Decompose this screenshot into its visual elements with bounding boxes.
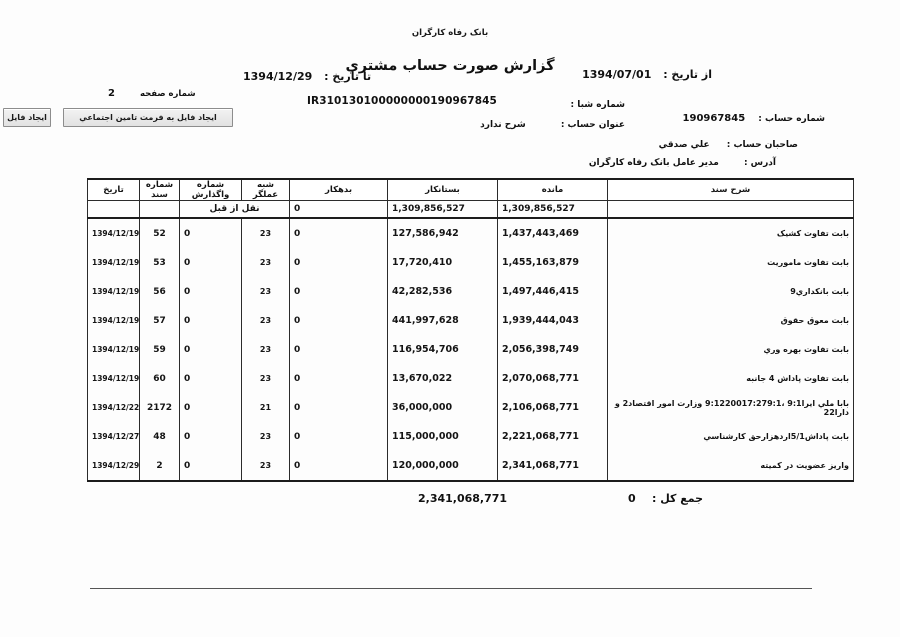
row-operator: 21 — [242, 393, 290, 422]
column-header-description: شرح سند — [608, 179, 854, 201]
to-date-value: 1394/12/29 — [243, 70, 313, 83]
page-number-value: 2 — [108, 88, 115, 99]
create-file-button[interactable]: ايجاد فايل — [3, 108, 51, 127]
column-header-debit: بدهکار — [290, 179, 388, 201]
address-value: مدير عامل بانک رفاه کارگران — [588, 158, 719, 168]
row-debit: 0 — [290, 364, 388, 393]
row-description: بابت معوق حقوق — [608, 306, 854, 335]
iban-value: IR310130100000000190967845 — [307, 95, 497, 107]
account-number-label: شماره حساب : — [758, 114, 825, 124]
total-label: جمع کل : — [652, 492, 704, 505]
row-branch: 0 — [180, 393, 242, 422]
row-debit: 0 — [290, 277, 388, 306]
page-number-field — [108, 88, 196, 99]
row-credit: 115,000,000 — [388, 422, 498, 451]
row-description: بابا ملي ايرا9:1 ،9:1220017:279:1 وزارت امور اقتصاد2 و دارا22 — [608, 393, 854, 422]
row-description: بابت تفاوت کشيک — [608, 218, 854, 248]
row-doc-number: 56 — [140, 277, 180, 306]
carry-description — [608, 201, 854, 219]
row-date: 1394/12/22 — [88, 393, 140, 422]
row-balance: 2,056,398,749 — [498, 335, 608, 364]
carry-debit: 0 — [290, 201, 388, 219]
row-operator: 23 — [242, 277, 290, 306]
row-credit: 17,720,410 — [388, 248, 498, 277]
carry-doc-number — [140, 201, 180, 219]
row-date: 1394/12/19 — [88, 218, 140, 248]
row-description: واريز عضويت در کميته — [608, 451, 854, 481]
address-field — [589, 158, 776, 168]
bank-name: بانک رفاه کارگران — [411, 28, 489, 38]
column-header-date: تاريخ — [88, 179, 140, 201]
row-doc-number: 60 — [140, 364, 180, 393]
address-label: آدرس : — [743, 158, 776, 168]
row-balance: 2,341,068,771 — [498, 451, 608, 481]
column-header-branch: شماره واگذارش — [180, 179, 242, 201]
row-balance: 2,070,068,771 — [498, 364, 608, 393]
row-balance: 2,106,068,771 — [498, 393, 608, 422]
row-date: 1394/12/19 — [88, 364, 140, 393]
row-balance: 1,455,163,879 — [498, 248, 608, 277]
account-title-value: شرح ندارد — [480, 120, 526, 130]
sheba-label: شماره شبا : — [570, 100, 625, 110]
row-operator: 23 — [242, 218, 290, 248]
row-debit: 0 — [290, 393, 388, 422]
row-operator: 23 — [242, 451, 290, 481]
row-doc-number: 48 — [140, 422, 180, 451]
row-operator: 23 — [242, 335, 290, 364]
column-header-operator: شبه عملگر — [242, 179, 290, 201]
row-debit: 0 — [290, 422, 388, 451]
total-debit-value: 0 — [628, 492, 636, 505]
carry-date — [88, 201, 140, 219]
row-doc-number: 2 — [140, 451, 180, 481]
column-header-balance: مانده — [498, 179, 608, 201]
row-date: 1394/12/19 — [88, 277, 140, 306]
row-doc-number: 59 — [140, 335, 180, 364]
report-title: گزارش صورت حساب مشتري — [345, 58, 555, 74]
row-credit: 13,670,022 — [388, 364, 498, 393]
row-description: بابت بانکداري9 — [608, 277, 854, 306]
row-date: 1394/12/19 — [88, 335, 140, 364]
account-owners-label: صاحبان حساب : — [726, 140, 798, 150]
row-debit: 0 — [290, 218, 388, 248]
carry-forward-label: نقل از قبل — [180, 201, 290, 219]
account-number-value: 190967845 — [682, 113, 746, 124]
table-row[interactable] — [88, 364, 854, 393]
row-branch: 0 — [180, 451, 242, 481]
row-description: بابت تفاوت بهره وري — [608, 335, 854, 364]
row-balance: 2,221,068,771 — [498, 422, 608, 451]
row-credit: 116,954,706 — [388, 335, 498, 364]
column-header-credit: بستانکار — [388, 179, 498, 201]
total-credit-value: 2,341,068,771 — [418, 492, 508, 505]
row-credit: 42,282,536 — [388, 277, 498, 306]
row-branch: 0 — [180, 422, 242, 451]
page-number-label: شماره صفحه — [139, 89, 196, 99]
table-row[interactable] — [88, 451, 854, 481]
row-credit: 441,997,628 — [388, 306, 498, 335]
row-description: بابت تفاوت ماموريت — [608, 248, 854, 277]
row-debit: 0 — [290, 451, 388, 481]
row-credit: 120,000,000 — [388, 451, 498, 481]
row-doc-number: 2172 — [140, 393, 180, 422]
account-title-label: عنوان حساب : — [560, 120, 625, 130]
row-doc-number: 57 — [140, 306, 180, 335]
account-number-field — [683, 113, 825, 124]
table-row[interactable] — [88, 422, 854, 451]
row-balance: 1,497,446,415 — [498, 277, 608, 306]
row-doc-number: 53 — [140, 248, 180, 277]
row-date: 1394/12/19 — [88, 306, 140, 335]
row-description: بابت تفاوت پاداش 4 جانبه — [608, 364, 854, 393]
account-owners-field — [659, 140, 798, 150]
create-file-social-security-button[interactable]: ايجاد فايل به فرمت تامين اجتماعي — [63, 108, 233, 127]
column-header-doc-number: شماره سند — [140, 179, 180, 201]
table-row[interactable] — [88, 277, 854, 306]
from-date-value: 1394/07/01 — [582, 68, 652, 81]
to-date-label: تا تاريخ : — [324, 70, 372, 83]
row-doc-number: 52 — [140, 218, 180, 248]
row-credit: 127,586,942 — [388, 218, 498, 248]
statement-table-body — [88, 201, 854, 482]
table-header-row — [88, 179, 854, 201]
row-branch: 0 — [180, 248, 242, 277]
row-debit: 0 — [290, 335, 388, 364]
row-balance: 1,939,444,043 — [498, 306, 608, 335]
row-operator: 23 — [242, 422, 290, 451]
row-operator: 23 — [242, 306, 290, 335]
row-branch: 0 — [180, 364, 242, 393]
from-date-label: از تاريخ : — [663, 68, 712, 81]
row-balance: 1,437,443,469 — [498, 218, 608, 248]
account-title-field — [480, 120, 625, 130]
row-branch: 0 — [180, 277, 242, 306]
carry-forward-row — [88, 201, 854, 219]
carry-balance: 1,309,856,527 — [498, 201, 608, 219]
footer-divider — [90, 588, 812, 589]
to-date-field — [243, 70, 371, 83]
row-branch: 0 — [180, 218, 242, 248]
account-owners-value: علي صدقي — [658, 140, 710, 150]
row-debit: 0 — [290, 306, 388, 335]
row-credit: 36,000,000 — [388, 393, 498, 422]
row-operator: 23 — [242, 248, 290, 277]
row-date: 1394/12/27 — [88, 422, 140, 451]
table-row[interactable] — [88, 218, 854, 248]
row-debit: 0 — [290, 248, 388, 277]
row-date: 1394/12/19 — [88, 248, 140, 277]
table-row[interactable] — [88, 393, 854, 422]
table-row[interactable] — [88, 335, 854, 364]
row-branch: 0 — [180, 335, 242, 364]
row-operator: 23 — [242, 364, 290, 393]
table-row[interactable] — [88, 306, 854, 335]
table-row[interactable] — [88, 248, 854, 277]
row-description: بابت پاداش5/1اردهزارحق کارشناسي — [608, 422, 854, 451]
row-branch: 0 — [180, 306, 242, 335]
from-date-field — [582, 68, 712, 81]
statement-table — [87, 178, 854, 482]
carry-credit: 1,309,856,527 — [388, 201, 498, 219]
row-date: 1394/12/29 — [88, 451, 140, 481]
